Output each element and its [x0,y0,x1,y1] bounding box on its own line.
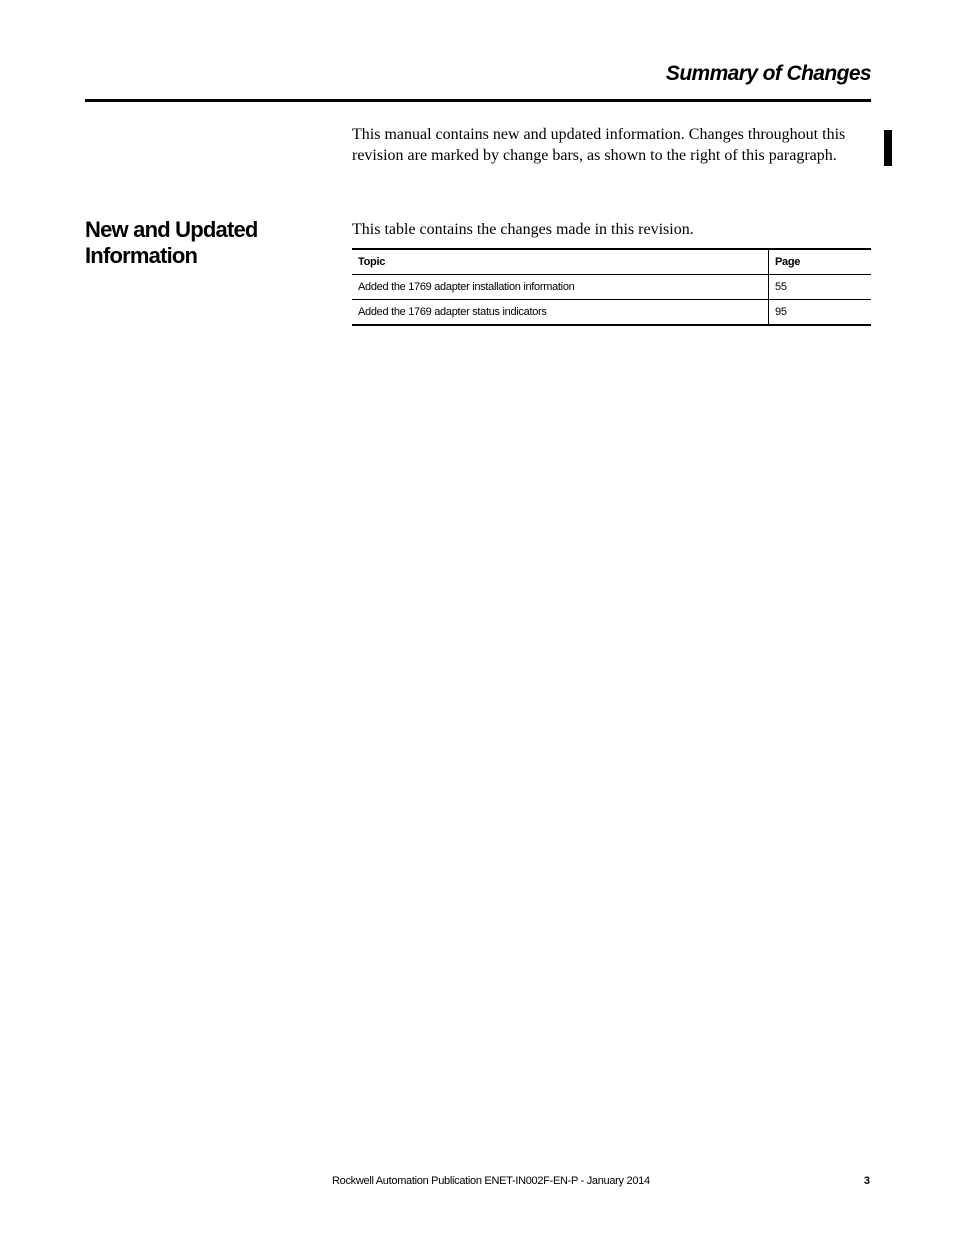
table-intro-text: This table contains the changes made in this revision. [352,221,694,238]
topic-cell: Added the 1769 adapter status indicators [352,300,769,326]
table-header-row [352,249,871,275]
column-header-page: Page [769,249,872,275]
table-row [352,300,871,326]
topic-cell: Added the 1769 adapter installation information [352,275,769,300]
column-header-topic: Topic [352,249,769,275]
changes-table [352,248,871,326]
intro-paragraph: This manual contains new and updated information. Changes throughout this revision are marked by change bars, as shown to the right of this paragraph. [352,126,846,164]
title-rule [85,99,871,102]
page-title: Summary of Changes [665,62,871,85]
page-cell: 55 [769,275,872,300]
table-row [352,275,871,300]
change-bar [884,130,892,166]
section-heading: New and Updated Information [85,217,258,268]
footer-page-number: 3 [863,1175,870,1187]
page-cell: 95 [769,300,872,326]
footer-publication: Rockwell Automation Publication ENET-IN002F-EN-P - January 2014 [332,1175,650,1187]
